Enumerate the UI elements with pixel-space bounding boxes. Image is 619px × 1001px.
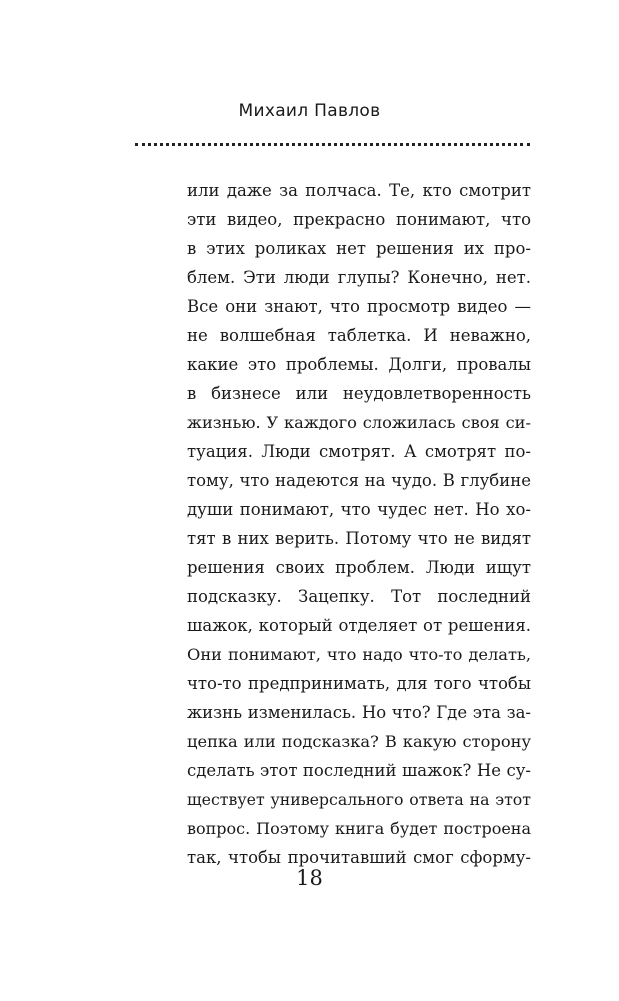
text-line: туация. Люди смотрят. А смотрят по- — [187, 442, 531, 461]
text-line: в этих роликах нет решения их про- — [187, 239, 531, 258]
text-line: эти видео, прекрасно понимают, что — [187, 210, 531, 229]
text-line: шажок, который отделяет от решения. — [187, 616, 531, 635]
text-line: или даже за полчаса. Те, кто смотрит — [187, 181, 531, 200]
text-line: сделать этот последний шажок? Не су- — [187, 761, 531, 780]
text-line: не волшебная таблетка. И неважно, — [187, 326, 531, 345]
text-line: какие это проблемы. Долги, провалы — [187, 355, 531, 374]
text-line: блем. Эти люди глупы? Конечно, нет. — [187, 268, 531, 287]
text-line: Все они знают, что просмотр видео — — [187, 297, 531, 316]
text-line: души понимают, что чудес нет. Но хо- — [187, 500, 531, 519]
text-line: жизнь изменилась. Но что? Где эта за- — [187, 703, 531, 722]
text-line: тому, что надеются на чудо. В глубине — [187, 471, 531, 490]
page-number: 18 — [296, 866, 323, 890]
text-line: так, чтобы прочитавший смог сформу- — [187, 848, 531, 867]
text-line: цепка или подсказка? В какую сторону — [187, 732, 531, 751]
text-line: жизнью. У каждого сложилась своя си- — [187, 413, 531, 432]
header-dotted-divider — [135, 143, 530, 146]
running-head-author: Михаил Павлов — [238, 101, 381, 121]
body-text — [187, 176, 531, 872]
text-line: решения своих проблем. Люди ищут — [187, 558, 531, 577]
text-line: тят в них верить. Потому что не видят — [187, 529, 531, 548]
text-line: подсказку. Зацепку. Тот последний — [187, 587, 531, 606]
text-line: что-то предпринимать, для того чтобы — [187, 674, 531, 693]
text-line: ществует универсального ответа на этот — [187, 790, 531, 809]
text-line: вопрос. Поэтому книга будет построена — [187, 819, 531, 838]
text-line: в бизнесе или неудовлетворенность — [187, 384, 531, 403]
text-line: Они понимают, что надо что-то делать, — [187, 645, 531, 664]
